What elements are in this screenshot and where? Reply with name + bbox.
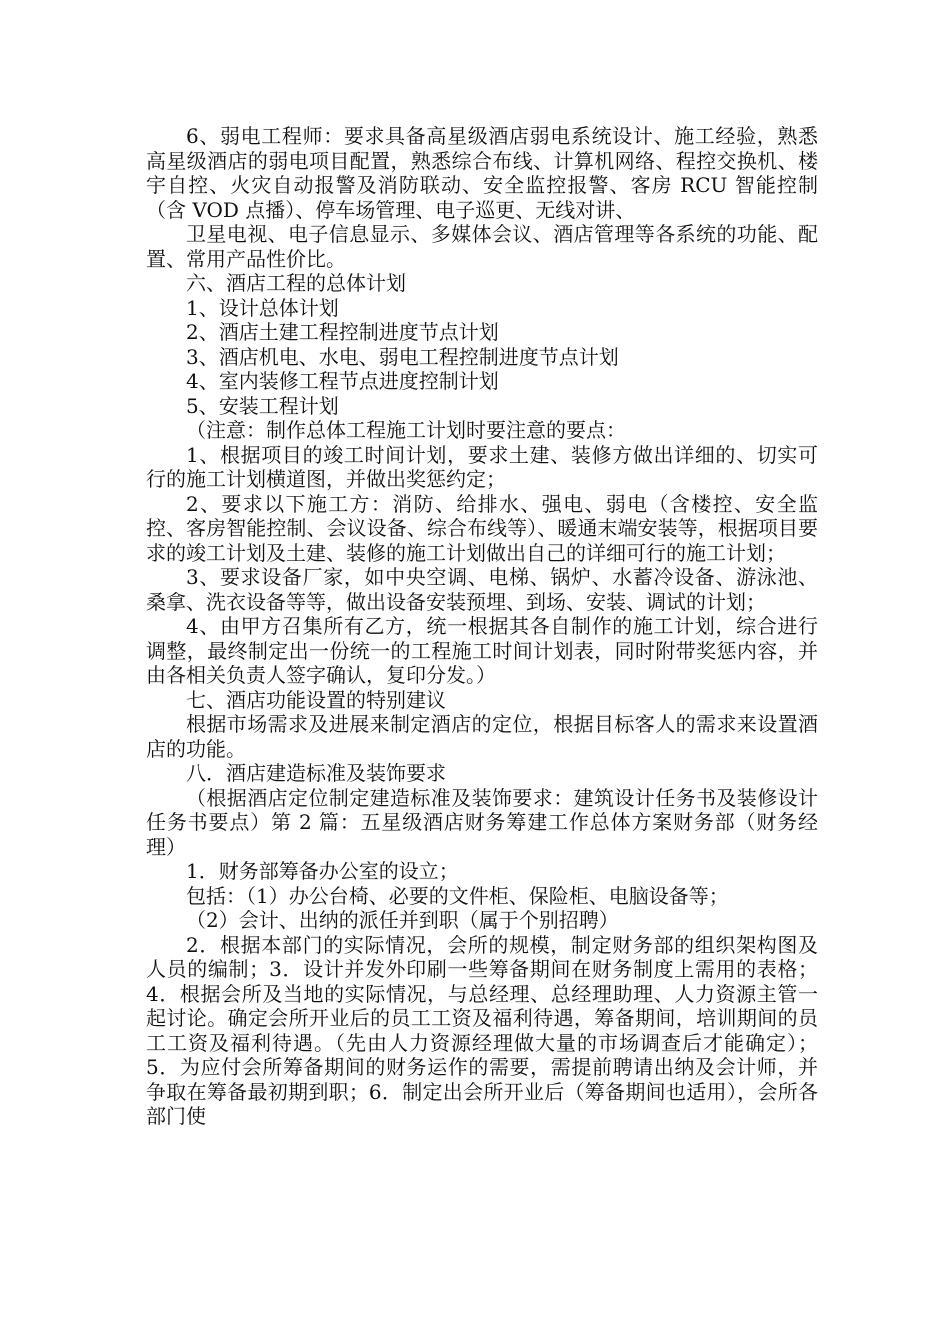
note-item-3: 3、要求设备厂家，如中央空调、电梯、锅炉、水蓄冷设备、游泳池、桑拿、洗衣设备等等，做出设备安装预埋、到场、安装、调试的计划；	[146, 565, 818, 614]
note-item-2: 2、要求以下施工方：消防、给排水、强电、弱电（含楼控、安全监控、客房智能控制、会议设备、综合布线等）、暖通末端安装等，根据项目要求的竣工计划及土建、装修的施工计划做出自己的详细可行的施工计划；	[146, 491, 818, 565]
list-item-plan-5: 5、安装工程计划	[186, 393, 339, 418]
finance-items-2-6: 2．根据本部门的实际情况，会所的规模，制定财务部的组织架构图及人员的编制；3．设计并发外印刷一些筹备期间在财务制度上需用的表格； 4．根据会所及当地的实际情况，与总经理、总经理助理、人力资源主管一起讨论。确定会所开业后的员工工资及福利待遇，筹备期间，培训期间的员工工资及福利待遇。（先由人力资源经理做大量的市场调查后才能确定）；5．为应付会所筹备期间的财务运作的需要，需提前聘请出纳及会计师，并争取在筹备最初期到职；6．制定出会所开业后（筹备期间也适用），会所各部门使	[146, 932, 818, 1128]
list-item-plan-1: 1、设计总体计划	[186, 295, 339, 320]
list-item-plan-4: 4、室内装修工程节点进度控制计划	[186, 369, 499, 393]
list-item-plan-2: 2、酒店土建工程控制进度节点计划	[186, 320, 499, 344]
note-item-4: 4、由甲方召集所有乙方，统一根据其各自制作的施工计划，综合进行调整，最终制定出一份统一的工程施工时间计划表，同时附带奖惩内容，并由各相关负责人签字确认，复印分发。）	[146, 614, 818, 687]
list-item-plan-3: 3、酒店机电、水电、弱电工程控制进度节点计划	[186, 344, 619, 369]
paragraph-standards-finance: （根据酒店定位制定建造标准及装饰要求：建筑设计任务书及装修设计任务书要点）第 2 篇：五星级酒店财务筹建工作总体方案财务部（财务经理）	[146, 785, 818, 859]
finance-item-1: 1．财务部筹备办公室的设立；	[186, 859, 459, 883]
paragraph-weak-current-systems: 卫星电视、电子信息显示、多媒体会议、酒店管理等各系统的功能、配置、常用产品性价比。	[146, 222, 818, 271]
heading-section-7: 七、酒店功能设置的特别建议	[186, 687, 446, 712]
paragraph-positioning: 根据市场需求及进展来制定酒店的定位，根据目标客人的需求来设置酒店的功能。	[146, 712, 818, 761]
note-intro: （注意：制作总体工程施工计划时要注意的要点：	[186, 418, 626, 442]
finance-includes-2: （2）会计、出纳的派任并到职（属于个别招聘）	[186, 908, 619, 932]
paragraph-weak-current-engineer: 6、弱电工程师：要求具备高星级酒店弱电系统设计、施工经验，熟悉高星级酒店的弱电项目配置，熟悉综合布线、计算机网络、程控交换机、楼宇自控、火灾自动报警及消防联动、安全监控报警、客房 RCU 智能控制（含 VOD 点播）、停车场管理、电子巡更、无线对讲、	[146, 124, 818, 222]
finance-includes: 包括：（1）办公台椅、必要的文件柜、保险柜、电脑设备等；	[186, 883, 729, 908]
heading-section-6: 六、酒店工程的总体计划	[186, 271, 406, 295]
note-item-1: 1、根据项目的竣工时间计划，要求土建、装修方做出详细的、切实可行的施工计划横道图，并做出奖惩约定；	[146, 442, 818, 491]
document-body	[146, 124, 818, 1129]
heading-section-8: 八．酒店建造标准及装饰要求	[186, 761, 446, 785]
